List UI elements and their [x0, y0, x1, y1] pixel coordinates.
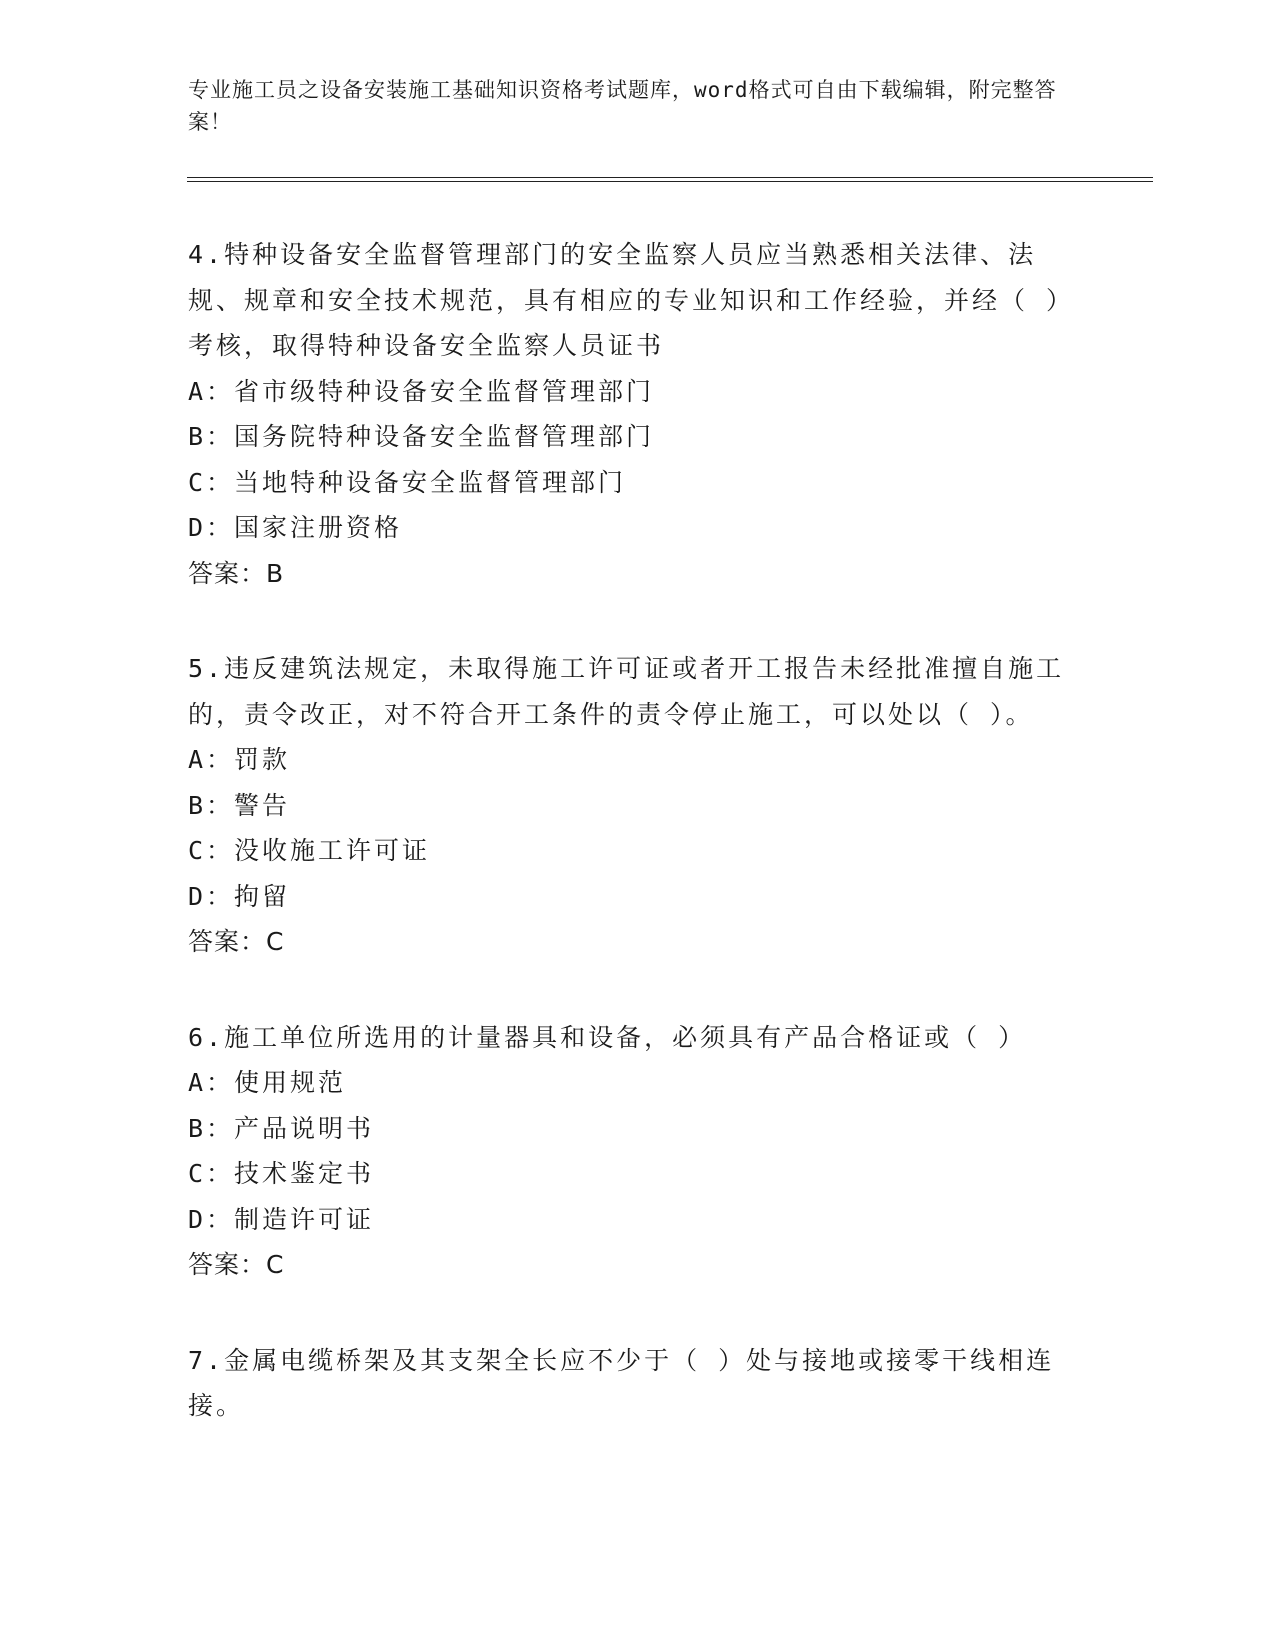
option-b: B：警告: [188, 790, 291, 820]
question-stem: 6.施工单位所选用的计量器具和设备，必须具有产品合格证或（ ）: [188, 1022, 1027, 1052]
question-list: [188, 232, 1088, 1479]
answer-line: 答案：C: [188, 1250, 285, 1279]
option-d: D：制造许可证: [188, 1204, 375, 1234]
question-stem: 4.特种设备安全监督管理部门的安全监察人员应当熟悉相关法律、法规、规章和安全技术规范，具有相应的专业知识和工作经验，并经（ ）考核，取得特种设备安全监察人员证书: [188, 240, 1075, 360]
question-stem: 5.违反建筑法规定，未取得施工许可证或者开工报告未经批准擅自施工的，责令改正，对不符合开工条件的责令停止施工，可以处以（ ）。: [188, 654, 1065, 729]
question-item: [188, 232, 1088, 596]
option-d: D：国家注册资格: [188, 513, 403, 542]
question-item: [188, 1338, 1088, 1429]
answer-line: 答案：B: [188, 558, 285, 588]
question-item: [188, 646, 1088, 965]
document-header: 专业施工员之设备安装施工基础知识资格考试题库，word格式可自由下载编辑，附完整答案！: [188, 78, 1057, 134]
question-item: [188, 1015, 1088, 1288]
option-a: A：罚款: [188, 745, 291, 774]
option-a: A：使用规范: [188, 1068, 347, 1097]
option-a: A：省市级特种设备安全监督管理部门: [188, 376, 655, 406]
option-c: C：没收施工许可证: [188, 836, 431, 865]
answer-line: 答案：C: [188, 927, 285, 956]
option-c: C：当地特种设备安全监督管理部门: [188, 467, 627, 497]
option-c: C：技术鉴定书: [188, 1159, 375, 1188]
question-stem: 7.金属电缆桥架及其支架全长应不少于（ ）处与接地或接零干线相连接。: [188, 1345, 1055, 1420]
option-b: B：国务院特种设备安全监督管理部门: [188, 422, 655, 451]
option-d: D：拘留: [188, 881, 291, 911]
header-divider: [187, 177, 1153, 182]
option-b: B：产品说明书: [188, 1113, 375, 1143]
